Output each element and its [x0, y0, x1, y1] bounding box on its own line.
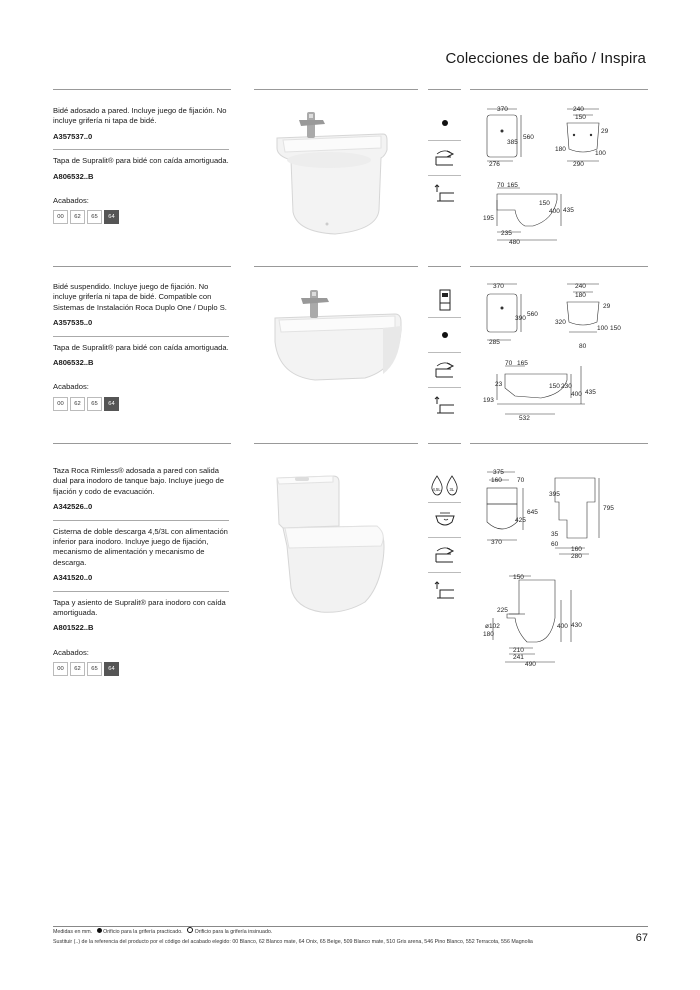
- finishes-label: Acabados:: [53, 382, 89, 392]
- dim-label: 370: [497, 106, 508, 113]
- section-divider: [470, 266, 648, 267]
- finish-swatches: [53, 662, 229, 676]
- dim-label: 29: [601, 128, 609, 135]
- dim-label: 532: [519, 415, 530, 422]
- dim-label: 435: [563, 207, 574, 214]
- finish-swatch: 65: [87, 662, 102, 676]
- product-code: A806532..B: [53, 358, 94, 368]
- dim-label: 400: [557, 623, 568, 630]
- dim-label: 390: [515, 315, 526, 322]
- footer-legend: [53, 927, 648, 937]
- section-divider: [53, 443, 231, 444]
- finish-swatch: 65: [87, 397, 102, 411]
- section-divider: [53, 89, 231, 90]
- finish-swatches: [53, 210, 229, 224]
- bidet-wall-hung-image: [255, 282, 415, 392]
- section-divider: [254, 266, 418, 267]
- dim-label: 80: [579, 343, 587, 350]
- finish-swatch: 00: [53, 210, 68, 224]
- dim-label: 180: [483, 631, 494, 638]
- dim-label: 560: [527, 311, 538, 318]
- dim-label: 560: [523, 134, 534, 141]
- section-divider: [53, 266, 231, 267]
- finish-swatch: 00: [53, 662, 68, 676]
- dim-label: 400: [571, 391, 582, 398]
- dim-label: 165: [507, 182, 518, 189]
- dim-label: 241: [513, 654, 524, 661]
- dim-label: 276: [489, 161, 500, 168]
- product-code: A801522..B: [53, 623, 94, 633]
- dim-label: 70: [517, 477, 525, 484]
- finish-swatch: 62: [70, 210, 85, 224]
- soft-close-icon: [428, 538, 461, 573]
- dim-label: 385: [507, 139, 518, 146]
- dim-label: 430: [571, 622, 582, 629]
- section-divider: [470, 443, 648, 444]
- finish-swatch: 64: [104, 397, 119, 411]
- separator: [53, 591, 229, 592]
- dim-label: 60: [551, 541, 559, 548]
- product-text: [53, 466, 229, 676]
- soft-close-icon: [428, 141, 461, 176]
- finish-swatches: [53, 397, 229, 411]
- dim-label: 425: [515, 517, 526, 524]
- section-divider: [428, 443, 461, 444]
- rimless-icon: [428, 503, 461, 538]
- easy-remove-seat-icon: [428, 573, 461, 607]
- page-title: Colecciones de baño / Inspira: [445, 50, 646, 67]
- section-divider: [470, 89, 648, 90]
- finishes-label: Acabados:: [53, 196, 89, 206]
- product-description: Bidé adosado a pared. Incluye juego de fijación. No incluye grifería ni tapa de bidé.: [53, 106, 227, 126]
- separator: [53, 149, 229, 150]
- feature-icons: [428, 468, 461, 607]
- dim-label: 100: [597, 325, 608, 332]
- dimension-drawing-top: [475, 103, 655, 178]
- flush-label: 4,5L: [432, 487, 441, 492]
- section-divider: [254, 89, 418, 90]
- footer-notes: [53, 927, 648, 947]
- product-code: A357537..0: [53, 131, 93, 141]
- tap-hole-practiced-icon: [428, 318, 461, 353]
- separator: [53, 520, 229, 521]
- dim-label: 240: [573, 106, 584, 113]
- toilet-close-coupled-image: [255, 468, 415, 618]
- product-code: A342526..0: [53, 502, 93, 512]
- dim-label: 193: [483, 397, 494, 404]
- product-description: Taza Roca Rimless® adosada a pared con salida dual para inodoro de tanque bajo. Incluye juego de fijación y codo de evacuación.: [53, 466, 224, 496]
- finish-swatch: 64: [104, 662, 119, 676]
- dim-label: 320: [555, 319, 566, 326]
- dim-label: 160: [491, 477, 502, 484]
- dimension-drawing-side: [475, 180, 655, 248]
- dimension-drawing-top: [475, 278, 655, 353]
- dim-label: 70: [505, 360, 513, 367]
- product-text: [53, 282, 229, 411]
- product-code: A357535..0: [53, 318, 93, 328]
- dim-label: 400: [549, 208, 560, 215]
- finish-swatch: 62: [70, 662, 85, 676]
- product-description: Bidé suspendido. Incluye juego de fijación. No incluye grifería ni tapa de bidé. Compatible con Sistemas de Instalación Roca Duplo One / Duplo S.: [53, 282, 227, 312]
- soft-close-icon: [428, 353, 461, 388]
- dim-label: 150: [575, 114, 586, 121]
- separator: [53, 336, 229, 337]
- dim-label: 645: [527, 509, 538, 516]
- product-text: [53, 106, 229, 224]
- dim-label: 160: [571, 546, 582, 553]
- dim-label: 240: [575, 283, 586, 290]
- dim-label: 285: [489, 339, 500, 346]
- dim-label: 165: [517, 360, 528, 367]
- dim-label: 290: [573, 161, 584, 168]
- finish-swatch: 62: [70, 397, 85, 411]
- dim-label: 150: [549, 383, 560, 390]
- page-number: 67: [635, 932, 648, 944]
- footer-legend-insinuated: Orificio para la grifería insinuado.: [194, 929, 273, 935]
- dim-label: 23: [495, 381, 503, 388]
- section-divider: [428, 89, 461, 90]
- dim-label: ø102: [485, 623, 500, 630]
- dimension-drawing-side: [475, 358, 655, 426]
- dim-label: 395: [549, 491, 560, 498]
- dim-label: 195: [483, 215, 494, 222]
- dim-label: 490: [525, 661, 536, 668]
- dim-label: 35: [551, 531, 559, 538]
- product-description: Tapa de Supralit® para bidé con caída amortiguada.: [53, 342, 229, 352]
- finish-swatch: 64: [104, 210, 119, 224]
- product-description: Tapa de Supralit® para bidé con caída amortiguada.: [53, 156, 229, 166]
- product-description: Tapa y asiento de Supralit® para inodoro con caída amortiguada.: [53, 597, 226, 618]
- dim-label: 210: [513, 647, 524, 654]
- product-code: A341520..0: [53, 573, 93, 583]
- easy-remove-seat-icon: [428, 176, 461, 210]
- dim-label: 180: [575, 292, 586, 299]
- tap-hole-practiced-icon: [428, 106, 461, 141]
- product-description: Cisterna de doble descarga 4,5/3L con alimentación inferior para inodoro. Incluye juego de fijación, mecanismo de alimentación y mecanismo de descarga.: [53, 526, 228, 567]
- dual-flush-icon: [428, 468, 461, 503]
- finishes-label: Acabados:: [53, 647, 89, 657]
- easy-remove-seat-icon: [428, 388, 461, 422]
- flush-label: 3L: [449, 487, 454, 492]
- dimension-drawing-top: [475, 466, 655, 566]
- dim-label: 480: [509, 239, 520, 246]
- section-divider: [428, 266, 461, 267]
- footer-units: Medidas en mm.: [53, 929, 93, 935]
- dim-label: 235: [501, 230, 512, 237]
- dim-label: 435: [585, 389, 596, 396]
- dim-label: 370: [491, 539, 502, 546]
- dim-label: 150: [610, 325, 621, 332]
- footer-substitution-note: Sustituir (..) de la referencia del producto por el código del acabado elegido: 00 Blanco, 62 Blanco mate, 64 Onix, 65 Beige, 509 Blanco mate, 510 Gris arena, 546 Pino Blanco, 552 Terracota, 556 Magnolia: [53, 939, 533, 945]
- dim-label: 375: [493, 469, 504, 476]
- dimension-drawing-side: [475, 570, 655, 670]
- finish-swatch: 00: [53, 397, 68, 411]
- bidet-floor-image: [255, 100, 415, 240]
- finish-swatch: 65: [87, 210, 102, 224]
- dim-label: 370: [493, 283, 504, 290]
- dim-label: 100: [595, 150, 606, 157]
- dim-label: 29: [603, 303, 611, 310]
- dim-label: 280: [571, 553, 582, 560]
- installation-frame-icon: [428, 283, 461, 318]
- footer-legend-practiced: Orificio para la grifería practicado.: [103, 929, 183, 935]
- product-code: A806532..B: [53, 171, 94, 181]
- section-divider: [254, 443, 418, 444]
- empty-circle-icon: [187, 927, 193, 933]
- dim-label: 150: [539, 200, 550, 207]
- dim-label: 795: [603, 505, 614, 512]
- dim-label: 230: [561, 383, 572, 390]
- feature-icons: [428, 106, 461, 210]
- dim-label: 70: [497, 182, 505, 189]
- feature-icons: [428, 283, 461, 422]
- dim-label: 180: [555, 146, 566, 153]
- filled-circle-icon: [97, 928, 102, 933]
- dim-label: 150: [513, 574, 524, 581]
- dim-label: 225: [497, 607, 508, 614]
